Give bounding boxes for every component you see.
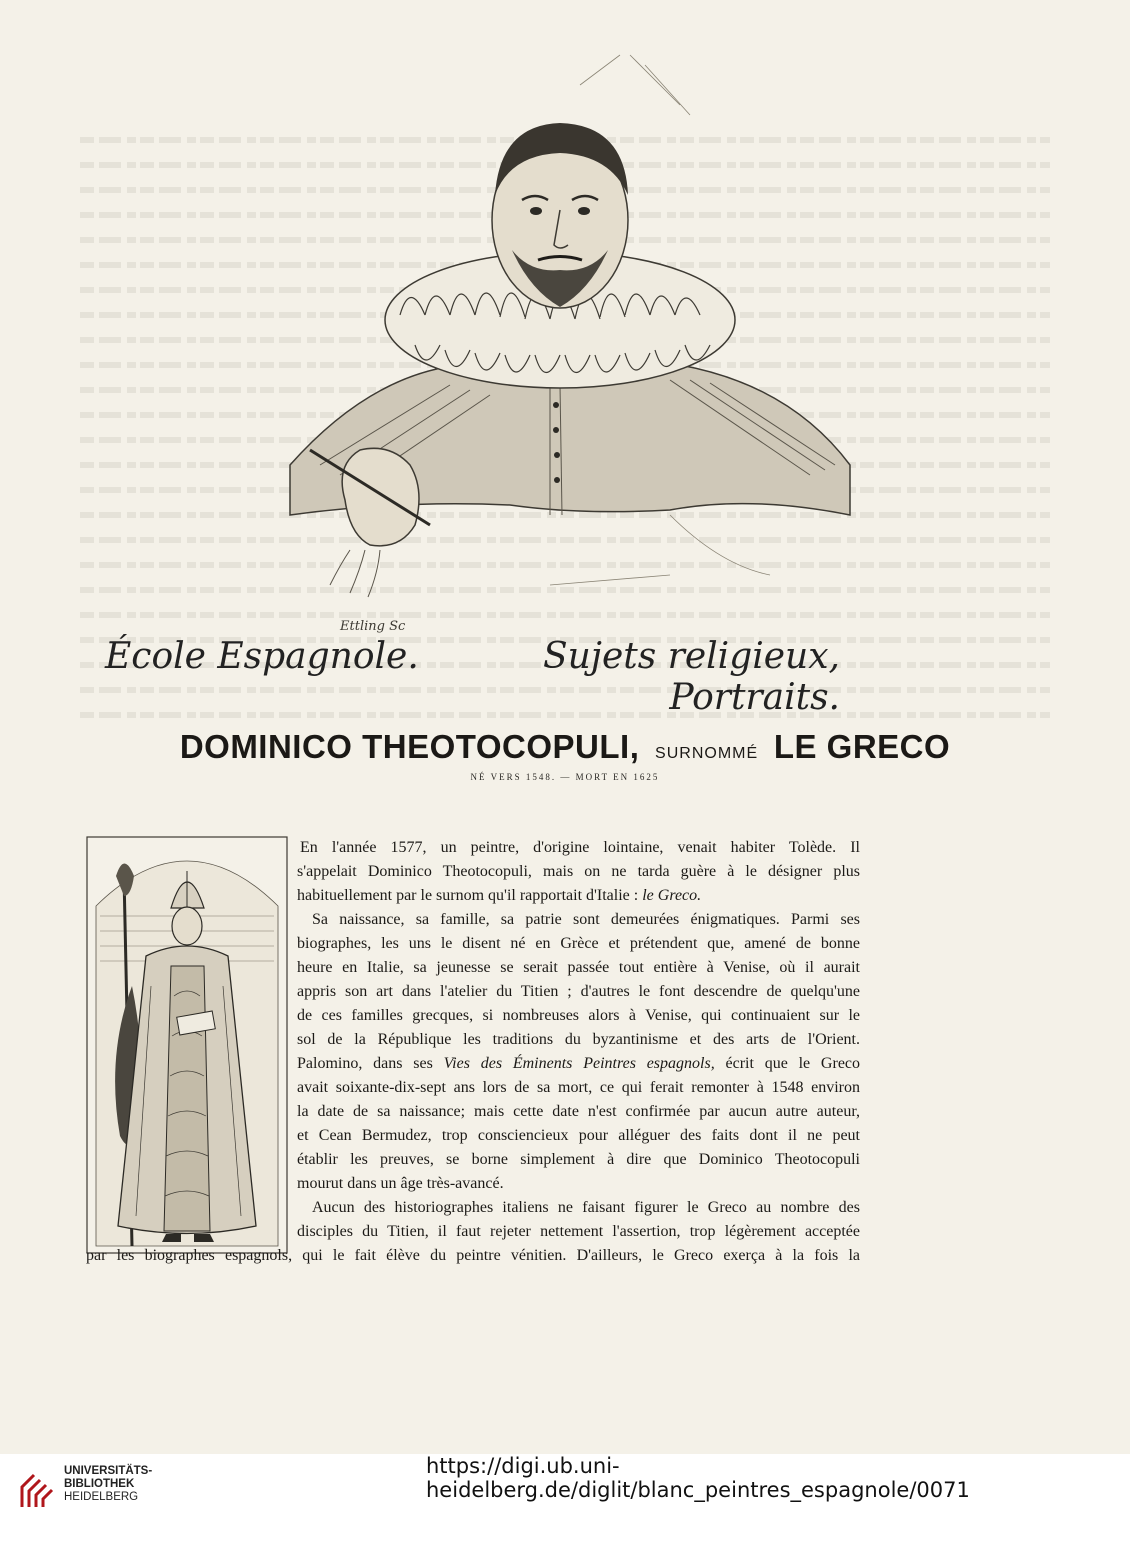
text-line: sol de la République les traditions du byzantinisme et des arts de l'Orient. [297,1031,860,1048]
text-line-span: écrit que le Greco [725,1055,861,1072]
title-name: DOMINICO THEOTOCOPULI, [179,728,640,765]
text-line: Aucun des historiographes italiens ne faisant figurer le Greco au nombre des [312,1199,860,1216]
page-title [0,728,1130,766]
text-line: établir les preuves, se borne simplement à dire que Dominico Theotocopuli [297,1151,860,1168]
text-line: mourut dans un âge très-avancé. [297,1175,504,1192]
text-line [297,884,701,908]
life-dates: NÉ VERS 1548. — MORT EN 1625 [470,772,660,782]
italic-le-greco: le Greco. [642,887,702,904]
text-line: avait soixante-dix-sept ans lors de sa mort, ce qui ferait remonter à 1548 environ [297,1079,860,1096]
text-line [297,1052,860,1076]
text-line: En l'année 1577, un peintre, d'origine lointaine, venait habiter Tolède. Il [300,839,860,856]
engraver-signature: Ettling Sc [340,619,406,634]
title-surnomme: SURNOMMÉ [655,745,759,762]
library-name [64,1465,152,1504]
text-line: s'appelait Dominico Theotocopuli, mais on ne tarda guère à le désigner plus [297,863,860,880]
text-line: heure en Italie, sa jeunesse se serait passée tout entière à Venise, où il aurait [297,959,860,976]
text-line: la date de sa naissance; mais cette date n'est confirmée par aucun autre auteur, [297,1103,860,1120]
library-line-2: BIBLIOTHEK [64,1478,135,1490]
portrait-engraving [250,45,890,635]
text-line: biographes, les uns le disent né en Grèce et prétendent que, amené de bonne [297,935,860,952]
text-line: Sa naissance, sa famille, sa patrie sont demeurées énigmatiques. Parmi ses [312,911,860,928]
library-line-3: HEIDELBERG [64,1491,139,1503]
text-line-span: habituellement par le surnom qu'il rapportait d'Italie : [297,887,639,904]
saint-engraving [86,836,288,1254]
subject-school: École Espagnole. [105,636,419,677]
subject-genres: Sujets religieux, Portraits. [542,636,840,718]
title-nickname: LE GRECO [773,728,951,765]
library-line-1: UNIVERSITÄTS- [64,1465,153,1477]
text-line-span: Palomino, dans ses [297,1055,433,1072]
text-line: par les biographes espagnols, qui le fait élève du peintre vénitien. D'ailleurs, le Greco exerça à la fois la [86,1247,860,1264]
source-url[interactable]: https://digi.ub.uni-heidelberg.de/diglit/blanc_peintres_espagnole/0071 [426,1454,970,1502]
italic-book-title: Vies des Éminents Peintres espagnols, [443,1055,715,1072]
text-line: disciples du Titien, il faut rejeter nettement l'assertion, trop légèrement acceptée [297,1223,860,1240]
text-line: de ces familles grecques, si nombreuses alors à Venise, qui continuaient sur le [297,1007,860,1024]
text-line: et Cean Bermudez, trop consciencieux pour alléguer des faits dont il ne peut [297,1127,860,1144]
library-logo-icon [18,1471,58,1511]
text-line: appris son art dans l'atelier du Titien ; d'autres le font descendre de quelqu'une [297,983,860,1000]
